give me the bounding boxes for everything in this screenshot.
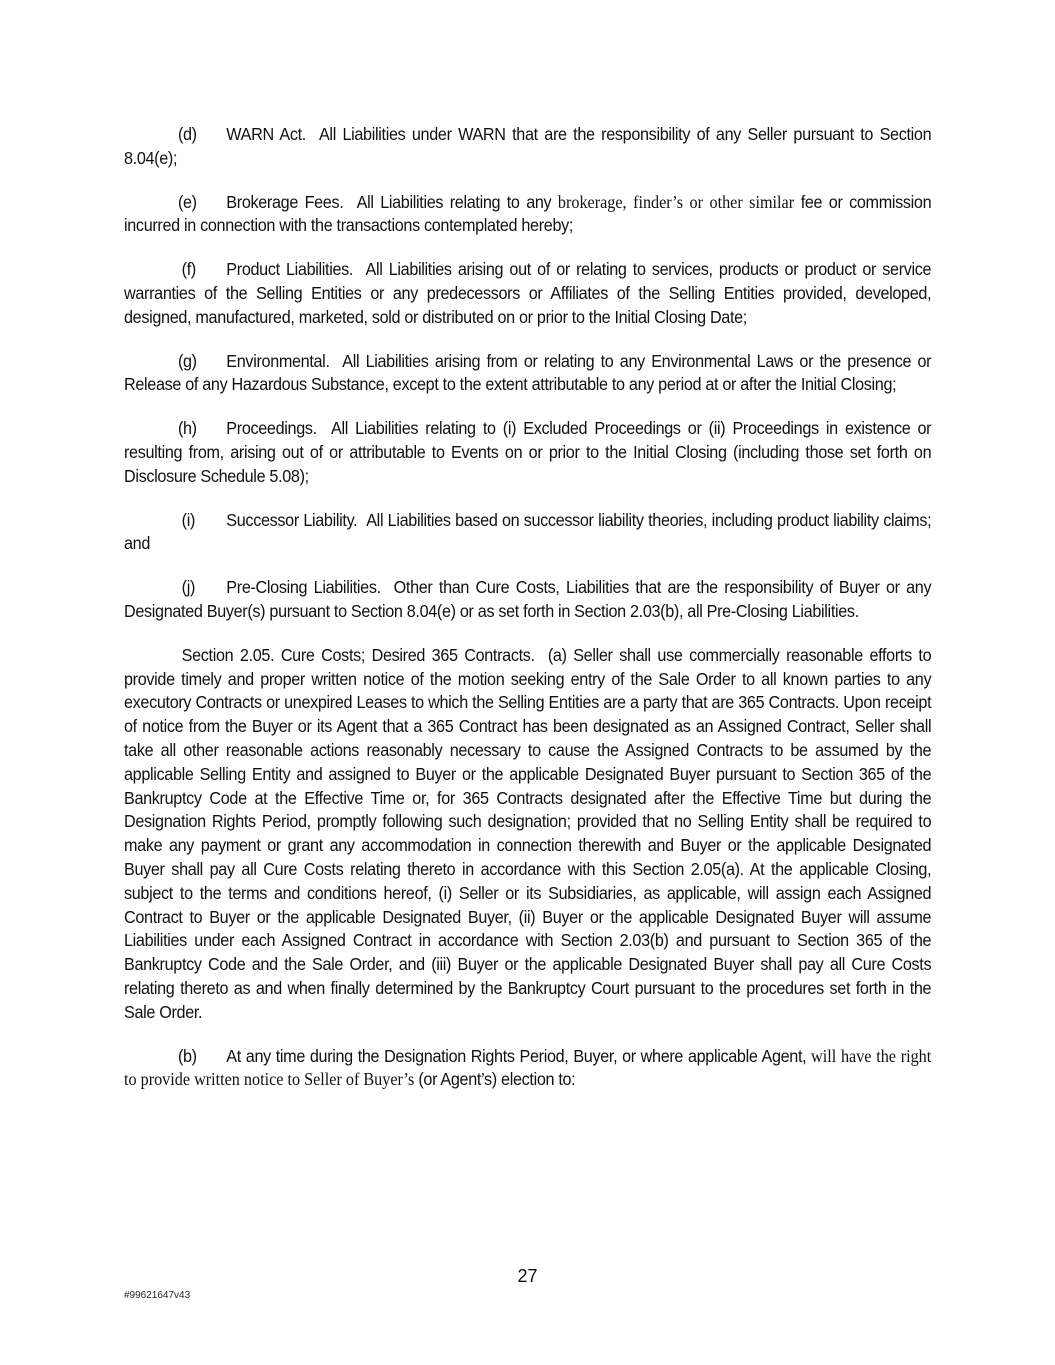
paragraph-h-proceedings <box>124 417 931 488</box>
paragraph-f-product-liabilities <box>124 258 931 329</box>
clause-heading: WARN Act. <box>226 124 306 144</box>
clause-heading: Pre-Closing Liabilities. <box>226 577 381 598</box>
clause-heading: Proceedings. <box>226 418 317 439</box>
clause-body-part-2: fee or commission incurred in connection with the transactions contemplated hereby; <box>124 191 932 236</box>
paragraph-g-environmental <box>124 350 931 398</box>
paragraph-j-pre-closing-liabilities <box>124 576 931 624</box>
clause-label: (h) <box>177 418 197 439</box>
clause-body: All Liabilities based on successor liability theories, including product liability claims; and <box>124 509 932 554</box>
clause-label: (f) <box>181 259 196 280</box>
section-2-05-paragraph-b <box>124 1045 931 1093</box>
paragraph-d-warn-act <box>124 123 931 171</box>
clause-heading: Product Liabilities. <box>226 259 354 280</box>
clause-body: Other than Cure Costs, Liabilities that are the responsibility of Buyer or any Designated Buyer(s) pursuant to Section 8.04(e) or as set forth in Section 2.03(b), all Pre-Closing Liabilities. <box>124 577 932 621</box>
clause-heading: Successor Liability. <box>226 509 358 530</box>
section-heading: Section 2.05. Cure Costs; Desired 365 Contracts. <box>181 644 535 665</box>
paragraph-e-brokerage-fees <box>124 191 931 239</box>
clause-body: All Liabilities arising out of or relating to services, products or product or service warranties of the Selling Entities or any predecessors or Affiliates of the Selling Entities provided, developed, designed, manufactured, marketed, sold or distributed on or prior to the Initial Closing Date; <box>124 259 932 327</box>
clause-heading: Environmental. <box>226 350 330 371</box>
clause-label: (g) <box>177 350 197 371</box>
clause-body-part-2: (or Agent’s) election to: <box>418 1069 576 1090</box>
paragraph-i-successor-liability <box>124 509 931 557</box>
clause-body-serif-part: will have the right to provide written notice to Seller of Buyer’s <box>124 1045 932 1090</box>
clause-heading: Brokerage Fees. <box>226 191 344 212</box>
document-page <box>124 123 931 1112</box>
document-id: #99621647v43 <box>124 1290 191 1301</box>
section-body: (a) Seller shall use commercially reasonable efforts to provide timely and proper written notice of the motion seeking entry of the Sale Order to all known parties to any executory Contracts or unexpired Leases to which the Selling Entities are a party that are 365 Contracts. Upon receipt of notice from the Buyer or its Agent that a 365 Contract has been designated as an Assigned Contract, Seller shall take all other reasonable actions reasonably necessary to cause the Assigned Contracts to be assumed by the applicable Selling Entity and assigned to Buyer or the applicable Designated Buyer pursuant to Section 365 of the Bankruptcy Code at the Effective Time or, for 365 Contracts designated after the Effective Time but during the Designation Rights Period, promptly following such designation; provided that no Selling Entity shall be required to make any payment or grant any accommodation in connection therewith and Buyer or the applicable Designated Buyer shall pay all Cure Costs relating thereto in accordance with this Section 2.05(a). At the applicable Closing, subject to the terms and conditions hereof, (i) Seller or its Subsidiaries, as applicable, will assign each Assigned Contract to Buyer or the applicable Designated Buyer, (ii) Buyer or the applicable Designated Buyer will assume Liabilities under each Assigned Contract in accordance with Section 2.03(b) and pursuant to Section 365 of the Bankruptcy Code and the Sale Order, and (iii) Buyer or the applicable Designated Buyer shall pay all Cure Costs relating thereto as and when finally determined by the Bankruptcy Court pursuant to the procedures set forth in the Sale Order. <box>124 644 932 1022</box>
clause-label: (j) <box>181 577 196 598</box>
page-number: 27 <box>517 1266 538 1286</box>
clause-body: All Liabilities under WARN that are the responsibility of any Seller pursuant to Section 8.04(e); <box>124 124 932 168</box>
clause-body: All Liabilities relating to (i) Excluded Proceedings or (ii) Proceedings in existence or resulting from, arising out of or attributable to Events on or prior to the Initial Closing (including those set forth on Disclosure Schedule 5.08); <box>124 418 932 486</box>
clause-body-serif-part: brokerage, finder’s or other similar <box>557 191 795 212</box>
clause-body-part-1: All Liabilities relating to any <box>356 191 558 212</box>
clause-label: (d) <box>177 124 197 144</box>
section-2-05-paragraph-a <box>124 644 931 1025</box>
clause-body: All Liabilities arising from or relating to any Environmental Laws or the presence or Release of any Hazardous Substance, except to the extent attributable to any period at or after the Initial Closing; <box>124 350 932 395</box>
clause-label: (i) <box>181 509 196 530</box>
clause-body-part-1: At any time during the Designation Rights Period, Buyer, or where applicable Agent, <box>226 1045 807 1066</box>
clause-label: (b) <box>177 1045 197 1066</box>
clause-label: (e) <box>177 191 197 212</box>
